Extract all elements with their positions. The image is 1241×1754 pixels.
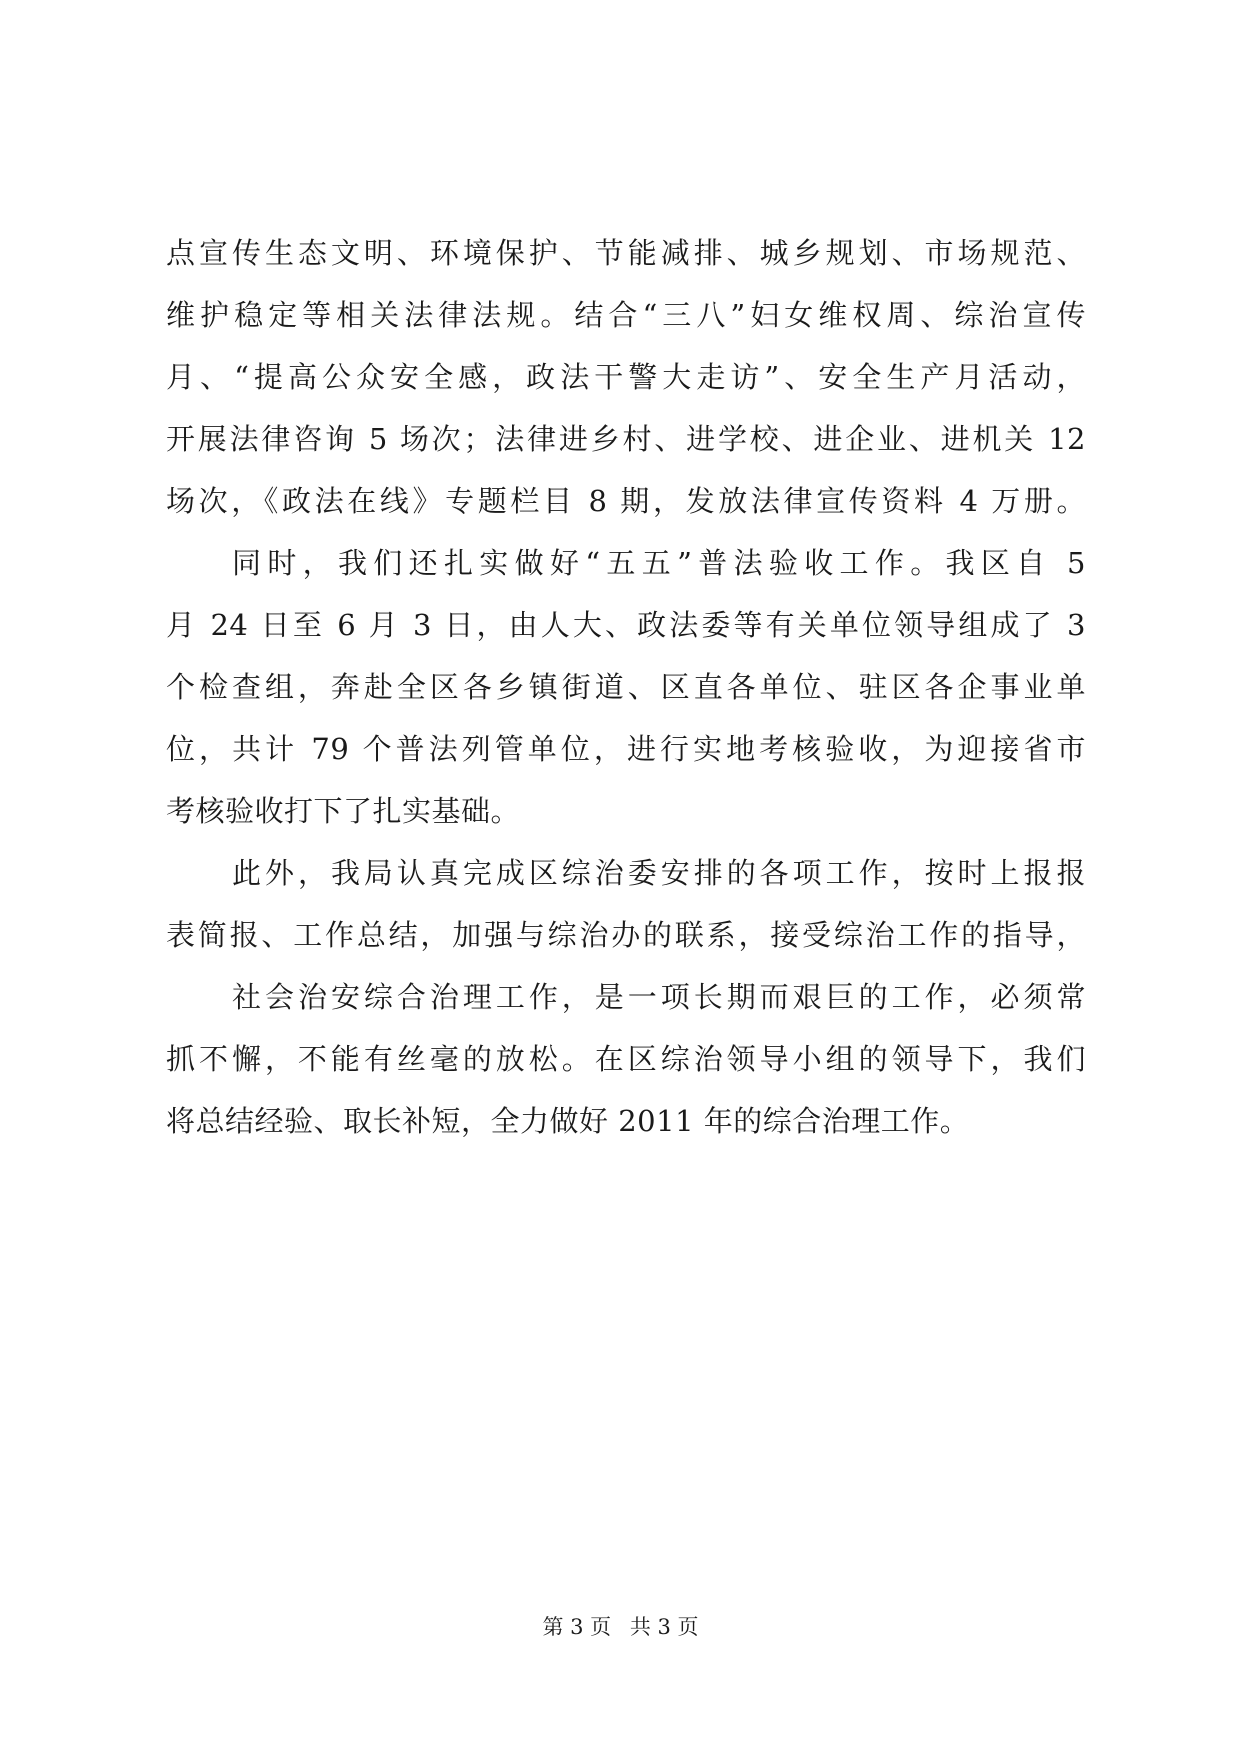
text-line: 月、“提高公众安全感，政法干警大走访”、安全生产月活动， — [166, 360, 1086, 394]
page-number-current: 第 3 页 — [542, 1615, 612, 1639]
text-line: 位，共计 79 个普法列管单位，进行实地考核验收，为迎接省市 — [166, 732, 1086, 766]
paragraph-start-line: 社会治安综合治理工作，是一项长期而艰巨的工作，必须常 — [232, 980, 1086, 1014]
document-body — [166, 222, 1086, 1152]
text-line: 月 24 日至 6 月 3 日，由人大、政法委等有关单位领导组成了 3 — [166, 608, 1086, 642]
page-footer — [0, 1612, 1241, 1642]
text-line: 表简报、工作总结，加强与综治办的联系，接受综治工作的指导， — [166, 918, 1086, 952]
paragraph-start-line: 此外，我局认真完成区综治委安排的各项工作，按时上报报 — [232, 856, 1086, 890]
page-number-total: 共 3 页 — [629, 1615, 699, 1639]
paragraph-start-line: 同时，我们还扎实做好“五五”普法验收工作。我区自 5 — [232, 546, 1086, 580]
text-line: 将总结经验、取长补短，全力做好 2011 年的综合治理工作。 — [166, 1104, 970, 1138]
text-line: 开展法律咨询 5 场次；法律进乡村、进学校、进企业、进机关 12 — [166, 422, 1086, 456]
text-line: 个检查组，奔赴全区各乡镇街道、区直各单位、驻区各企事业单 — [166, 670, 1086, 704]
text-line: 场次，《政法在线》专题栏目 8 期，发放法律宣传资料 4 万册。 — [166, 484, 1086, 518]
text-line: 点宣传生态文明、环境保护、节能减排、城乡规划、市场规范、 — [166, 236, 1086, 270]
text-line: 抓不懈，不能有丝毫的放松。在区综治领导小组的领导下，我们 — [166, 1042, 1086, 1076]
text-line: 考核验收打下了扎实基础。 — [166, 794, 521, 828]
text-line: 维护稳定等相关法律法规。结合“三八”妇女维权周、综治宣传 — [166, 298, 1086, 332]
